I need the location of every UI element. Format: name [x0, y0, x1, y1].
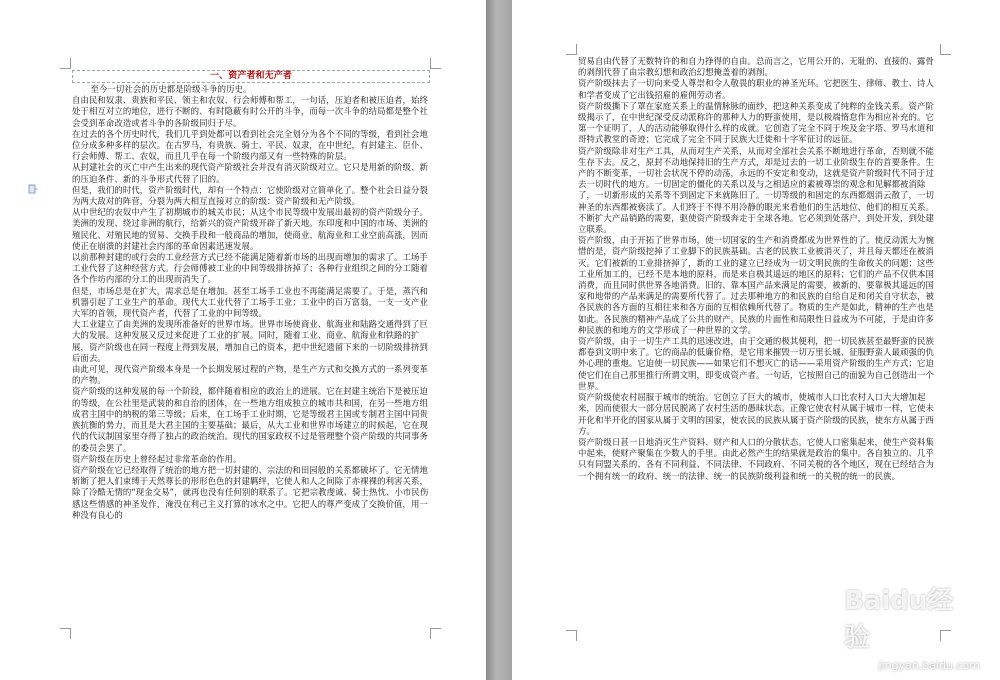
- crop-mark-top-right: [430, 58, 441, 69]
- paragraph: 资产阶级，由于一切生产工具的迅速改进，由于交通的极其便利，把一切民族甚至最野蛮的民族都卷到文明中来了。它的商品的低廉价格，是它用来摧毁一切万里长城、征服野蛮人最顽强的仇外心理的重炮。它迫使一切民族——如果它们不想灭亡的话——采用资产阶级的生产方式；它迫使它们在自己那里推行所谓文明，即变成资产者。一句话，它按照自己的面貌为自己创造出一个世界。: [578, 336, 934, 391]
- paragraph: 资产阶级抹去了一切向来受人尊崇和令人敬畏的职业的神圣光环。它把医生、律师、教士、诗人和学者变成了它出钱招雇的雇佣劳动者。: [578, 78, 934, 100]
- left-page-text[interactable]: [72, 70, 430, 521]
- paragraph: 但是，我们的时代，资产阶级时代，却有一个特点：它使阶级对立简单化了。整个社会日益分裂为两大敌对的阵营，分裂为两大相互直接对立的阶级：资产阶级和无产阶级。: [72, 184, 428, 207]
- paragraph: 但是，市场总是在扩大，需求总是在增加。甚至工场手工业也不再能满足需要了。于是，蒸汽和机器引起了工业生产的革命。现代大工业代替了工场手工业；工业中的百万富翁，一支一支产业大军的首领，现代资产者，代替了工业的中间等级。: [72, 285, 428, 319]
- paragraph: 从中世纪的农奴中产生了初期城市的城关市民；从这个市民等级中发展出最初的资产阶级分子。: [72, 207, 428, 218]
- document-page-left: [0, 0, 486, 680]
- paragraph: 贸易自由代替了无数特许的和自力挣得的自由。总而言之，它用公开的、无耻的、直接的、露骨的剥削代替了由宗教幻想和政治幻想掩盖着的剥削。: [578, 56, 934, 78]
- paragraph: 资产阶级日甚一日地消灭生产资料、财产和人口的分散状态。它使人口密集起来，使生产资料集中起来，使财产聚集在少数人的手里。由此必然产生的结果就是政治的集中。各自独立的、几乎只有同盟关系的、各有不同利益、不同法律、不同政府、不同关税的各个地区，现在已经结合为一个拥有统一的政府、统一的法律、统一的民族阶级利益和统一的关税的统一的民族。: [578, 436, 934, 481]
- crop-mark-top-left: [566, 44, 577, 55]
- watermark-url: jingyan.baidu.com: [878, 659, 980, 672]
- document-title: 一、资产者和无产者: [72, 70, 430, 83]
- paragraph: 自由民和奴隶、贵族和平民、领主和农奴、行会师傅和帮工，一句话，压迫者和被压迫者，始终处于相互对立的地位，进行不断的、有时隐蔽有时公开的斗争，而每一次斗争的结局都是整个社会受到革命改造或者斗争的各阶级同归于尽。: [72, 95, 428, 128]
- paragraph: 美洲的发现、绕过非洲的航行，给新兴的资产阶级开辟了新天地。东印度和中国的市场、美洲的殖民化、对殖民地的贸易、交换手段和一般商品的增加，使商业、航海业和工业空前高涨，因而使正在崩溃的封建社会内部的革命因素迅速发展。: [72, 218, 428, 251]
- paragraph: 在过去的各个历史时代，我们几乎到处都可以看到社会完全划分为各个不同的等级，看到社会地位分成多种多样的层次。在古罗马，有贵族、骑士、平民、奴隶，在中世纪，有封建主、臣仆、行会师傅、帮工、农奴，而且几乎在每一个阶级内部又有一些特殊的阶层。: [72, 128, 428, 162]
- paragraph: 资产阶级在历史上曾经起过非常革命的作用。: [72, 453, 242, 464]
- document-page-right: [512, 0, 1000, 680]
- paragraph-marker-icon[interactable]: [28, 184, 38, 194]
- paragraph: 不断扩大产品销路的需要，驱使资产阶级奔走于全球各地。它必须到处落户，到处开发，到处建立联系。: [578, 212, 934, 235]
- watermark-logo: Baidu经验: [844, 586, 954, 653]
- crop-mark-bottom-right: [430, 628, 441, 639]
- paragraph: 从封建社会的灭亡中产生出来的现代资产阶级社会并没有消灭阶级对立。它只是用新的阶级、新的压迫条件、新的斗争形式代替了旧的。: [72, 162, 428, 184]
- paragraph: 资产阶级除非对生产工具，从而对生产关系，从而对全部社会关系不断地进行革命，否则就不能生存下去。反之，原封不动地保持旧的生产方式，却是过去的一切工业阶级生存的首要条件。生产的不断变革，一切社会状况不停的动荡，永远的不安定和变动，这就是资产阶级时代不同于过去一切时代的地方。一切固定的僵化的关系以及与之相适应的素被尊崇的观念和见解都被消除了，一切新形成的关系等不到固定下来就陈旧了。一切等级的和固定的东西都烟消云散了，一切神圣的东西都被亵渎了。人们终于不得不用冷静的眼光来看他们的生活地位、他们的相互关系。: [578, 145, 934, 212]
- paragraph: 资产阶级，由于开拓了世界市场，使一切国家的生产和消费都成为世界性的了。使反动派大为惋惜的是，资产阶级挖掉了工业脚下的民族基础。古老的民族工业被消灭了，并且每天都还在被消灭。它们被新的工业排挤掉了，新的工业的建立已经成为一切文明民族的生命攸关的问题；这些工业所加工的，已经不是本地的原料，而是来自极其遥远的地区的原料；它们的产品不仅供本国消费，而且同时供世界各地消费。旧的、靠本国产品来满足的需要，被新的、要靠极其遥远的国家和地带的产品来满足的需要所代替了。过去那种地方的和民族的自给自足和闭关自守状态，被各民族的各方面的互相往来和各方面的互相依赖所代替了。物质的生产是如此，精神的生产也是如此。各民族的精神产品成了公共的财产。民族的片面性和局限性日益成为不可能，于是由许多种民族的和地方的文学形成了一种世界的文学。: [578, 235, 934, 335]
- paragraph: 资产阶级使农村屈服于城市的统治。它创立了巨大的城市，使城市人口比农村人口大大增加起来，因而使很大一部分居民脱离了农村生活的愚昧状态。正像它使农村从属于城市一样，它使未开化和半开化的国家从属于文明的国家，使农民的民族从属于资产阶级的民族，使东方从属于西方。: [578, 392, 934, 436]
- baidu-jingyan-watermark: [844, 586, 994, 676]
- crop-mark-bottom-left: [566, 630, 577, 641]
- paragraph: 资产阶级在它已经取得了统治的地方把一切封建的、宗法的和田园般的关系都破坏了。它无情地斩断了把人们束缚于天然尊长的形形色色的封建羁绊，它使人和人之间除了赤裸裸的利害关系，除了冷酷无情的“现金交易”，就再也没有任何别的联系了。它把宗教虔诚、骑士热忱、小市民伤感这些情感的神圣发作，淹没在利己主义打算的冰水之中。它把人的尊严变成了交换价值，用一种没有良心的: [72, 464, 429, 520]
- paragraph: 以前那种封建的或行会的工业经营方式已经不能满足随着新市场的出现而增加的需求了。工场手工业代替了这种经营方式。行会师傅被工业的中间等级排挤掉了；各种行业组织之间的分工随着各个作坊内部的分工的出现而消失了。: [72, 252, 428, 285]
- paragraph: 大工业建立了由美洲的发现所准备好的世界市场。世界市场使商业、航海业和陆路交通得到了巨大的发展。这种发展又反过来促进了工业的扩展。同时，随着工业、商业、航海业和铁路的扩展，资产阶级也在同一程度上得到发展，增加自己的资本，把中世纪遗留下来的一切阶级排挤到后面去。: [72, 319, 428, 363]
- paragraph: 资产阶级撕下了罩在家庭关系上的温情脉脉的面纱，把这种关系变成了纯粹的金钱关系。资产阶级揭示了，在中世纪深受反动派称许的那种人力的野蛮使用，是以极端惰怠作为相应补充的。它第一个证明了，人的活动能够取得什么样的成就。它创造了完全不同于埃及金字塔、罗马水道和哥特式教堂的奇迹；它完成了完全不同于民族大迁徙和十字军征讨的远征。: [578, 100, 934, 145]
- paragraph: 由此可见，现代资产阶级本身是一个长期发展过程的产物，是生产方式和交换方式的一系列变革的产物。: [72, 364, 428, 386]
- crop-mark-bottom-left: [60, 628, 71, 639]
- paragraph: 资产阶级的这种发展的每一个阶段，都伴随着相应的政治上的进展。它在封建主统治下是被压迫的等级，在公社里是武装的和自治的团体，在一些地方组成独立的城市共和国，在另一些地方组成君主国中的纳税的第三等级；后来，在工场手工业时期，它是等级君主国或专制君主国中同贵族抗衡的势力，而且是大君主国的主要基础；最后，从大工业和世界市场建立的时候起，它在现代的代议制国家里夺得了独占的政治统治。现代的国家政权不过是管理整个资产阶级的共同事务的委员会罢了。: [72, 386, 428, 453]
- page-gap: [486, 0, 512, 680]
- right-page-text[interactable]: [578, 56, 940, 482]
- crop-mark-top-right: [940, 44, 951, 55]
- crop-mark-top-left: [60, 58, 71, 69]
- paragraph: 至今一切社会的历史都是阶级斗争的历史。: [90, 84, 252, 94]
